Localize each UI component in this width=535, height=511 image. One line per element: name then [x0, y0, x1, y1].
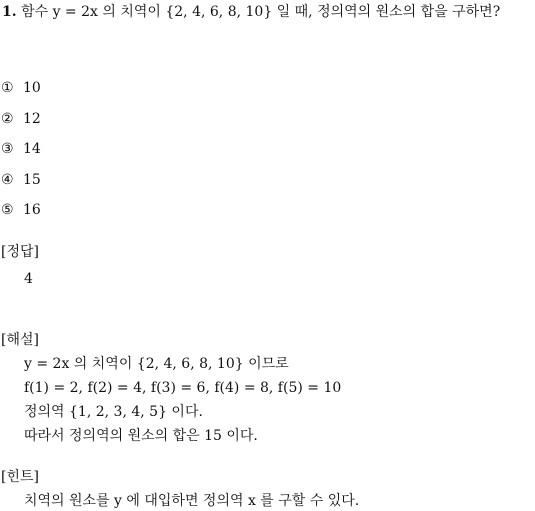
- explanation-line-1: y = 2x 의 치역이 {2, 4, 6, 8, 10} 이므로: [24, 356, 289, 372]
- choice-1[interactable]: [1, 78, 41, 98]
- question-text: 함수 y = 2x 의 치역이 {2, 4, 6, 8, 10} 일 때, 정의역의 원소의 합을 구하면?: [21, 4, 501, 20]
- question-number: 1.: [2, 4, 17, 20]
- explanation-line-3: 정의역 {1, 2, 3, 4, 5} 이다.: [24, 404, 203, 420]
- choice-4-value: 15: [23, 172, 41, 188]
- choice-1-marker: ①: [1, 80, 14, 96]
- answer-label: [정답]: [1, 244, 39, 260]
- hint-text: 치역의 원소를 y 에 대입하면 정의역 x 를 구할 수 있다.: [24, 493, 360, 509]
- choice-5-marker: ⑤: [1, 202, 14, 218]
- hint-label: [힌트]: [1, 469, 39, 485]
- choice-4[interactable]: [1, 170, 41, 190]
- answer-value: 4: [24, 271, 33, 287]
- choice-3[interactable]: [1, 139, 41, 159]
- explanation-line-4: 따라서 정의역의 원소의 합은 15 이다.: [24, 428, 258, 444]
- choice-1-value: 10: [23, 80, 41, 96]
- question-stem: [2, 2, 532, 22]
- choice-2[interactable]: [1, 109, 41, 129]
- choice-4-marker: ④: [1, 172, 14, 188]
- explanation-label: [해설]: [1, 332, 39, 348]
- choice-5-value: 16: [23, 202, 41, 218]
- explanation-line-2: f(1) = 2, f(2) = 4, f(3) = 6, f(4) = 8, f(5) = 10: [24, 380, 342, 396]
- choice-3-value: 14: [23, 141, 41, 157]
- choice-3-marker: ③: [1, 141, 14, 157]
- choice-5[interactable]: [1, 200, 41, 220]
- choice-2-value: 12: [23, 111, 41, 127]
- choice-2-marker: ②: [1, 111, 14, 127]
